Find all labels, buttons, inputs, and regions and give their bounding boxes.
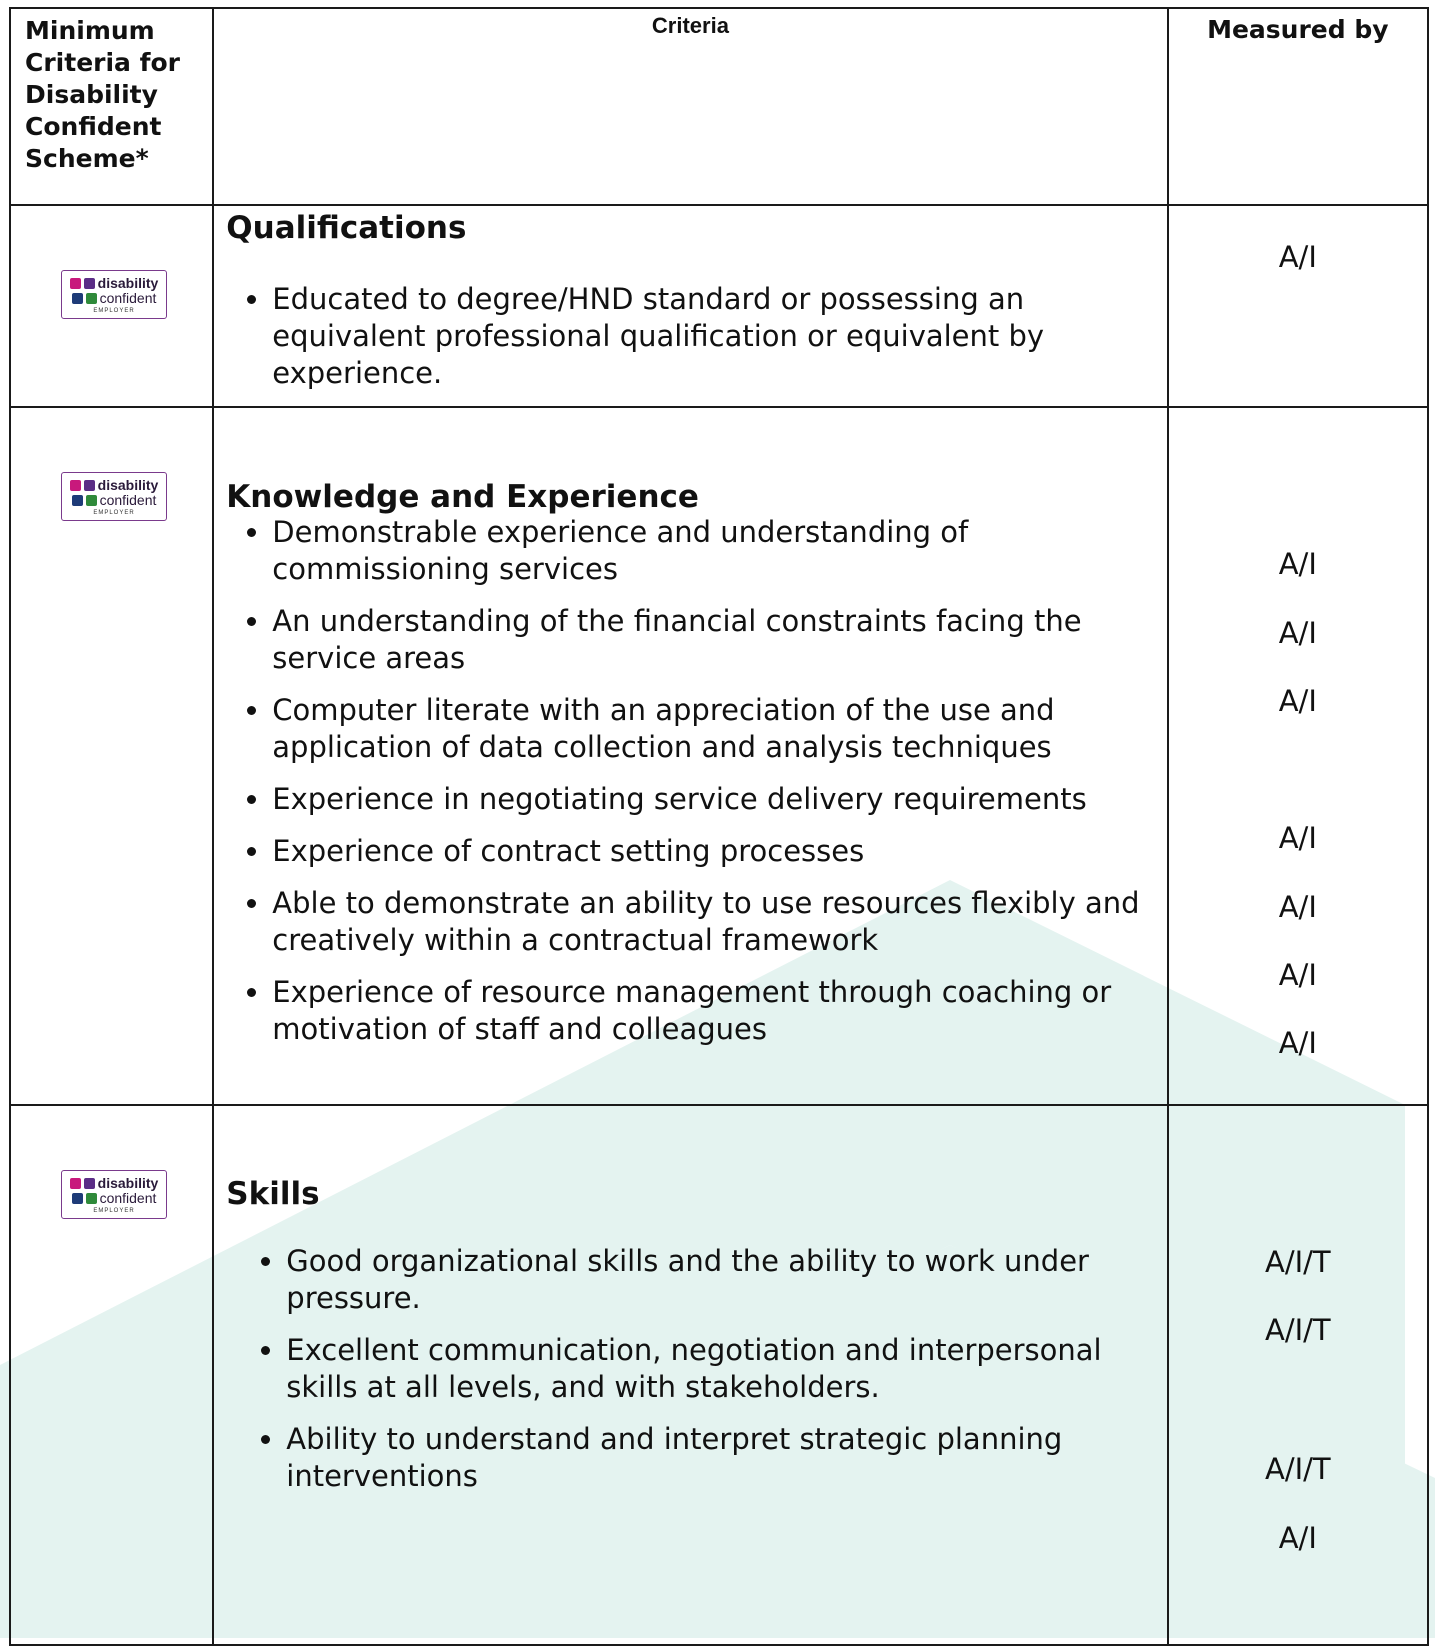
measure-value: A/I xyxy=(1278,547,1317,581)
measure-value: A/I xyxy=(1278,684,1317,718)
screen-icon xyxy=(86,495,97,506)
skills-row xyxy=(10,1105,1428,1645)
list-item: • Experience of resource management through coaching or motivation of staff and colleagues xyxy=(272,974,1166,1048)
measure-value: A/I/T xyxy=(1264,1452,1331,1486)
measure-value: A/I xyxy=(1278,890,1317,924)
disability-confident-logo: disability confident EMPLOYER xyxy=(61,472,167,521)
knowledge-list xyxy=(214,514,1166,1063)
chat-icon xyxy=(84,480,95,491)
criteria-header: Criteria xyxy=(651,13,729,38)
knowledge-row xyxy=(10,407,1428,1105)
list-item: • An understanding of the financial constraints facing the service areas xyxy=(272,603,1166,677)
measure-value: A/I/T xyxy=(1264,1245,1331,1279)
measure-value: A/I xyxy=(1278,240,1317,274)
list-item: • Able to demonstrate an ability to use resources flexibly and creatively within a contractual framework xyxy=(272,885,1166,959)
person-specification-table xyxy=(9,7,1429,1646)
disability-confident-logo: disability confident EMPLOYER xyxy=(61,270,167,319)
lock-icon xyxy=(72,495,83,506)
measure-value: A/I xyxy=(1278,1521,1317,1555)
measure-value: A/I/T xyxy=(1264,1313,1331,1347)
list-item: • Ability to understand and interpret strategic planning interventions xyxy=(286,1421,1146,1495)
list-item: • Computer literate with an appreciation of the use and application of data collection and analysis techniques xyxy=(272,692,1166,766)
chat-icon xyxy=(84,278,95,289)
measure-value: A/I xyxy=(1278,616,1317,650)
list-item: • Demonstrable experience and understanding of commissioning services xyxy=(272,514,1166,588)
screen-icon xyxy=(86,293,97,304)
screen-icon xyxy=(86,1193,97,1204)
people-icon xyxy=(70,278,81,289)
people-icon xyxy=(70,1178,81,1189)
list-item: • Excellent communication, negotiation and interpersonal skills at all levels, and with stakeholders. xyxy=(286,1332,1146,1406)
section-title-qualifications: Qualifications xyxy=(226,210,467,246)
disability-confident-logo: disability confident EMPLOYER xyxy=(61,1170,167,1219)
measure-value: A/I xyxy=(1278,1026,1317,1060)
list-item: • Experience of contract setting processes xyxy=(272,833,1166,870)
lock-icon xyxy=(72,1193,83,1204)
chat-icon xyxy=(84,1178,95,1189)
section-title-knowledge-experience: Knowledge and Experience xyxy=(226,479,699,515)
measured-by-header: Measured by xyxy=(1207,15,1389,44)
list-item: • Educated to degree/HND standard or possessing an equivalent professional qualification or equivalent by experience. xyxy=(272,281,1166,392)
qualifications-list xyxy=(214,281,1166,407)
header-row xyxy=(10,8,1428,205)
measure-value: A/I xyxy=(1278,958,1317,992)
section-title-skills: Skills xyxy=(226,1176,320,1212)
measure-value: A/I xyxy=(1278,821,1317,855)
list-item: • Good organizational skills and the ability to work under pressure. xyxy=(286,1243,1146,1317)
qualifications-row xyxy=(10,205,1428,407)
people-icon xyxy=(70,480,81,491)
skills-list xyxy=(214,1243,1146,1510)
list-item: • Experience in negotiating service delivery requirements xyxy=(272,781,1166,818)
minimum-criteria-header: Minimum Criteria for Disability Confident Scheme* xyxy=(25,16,181,173)
lock-icon xyxy=(72,293,83,304)
